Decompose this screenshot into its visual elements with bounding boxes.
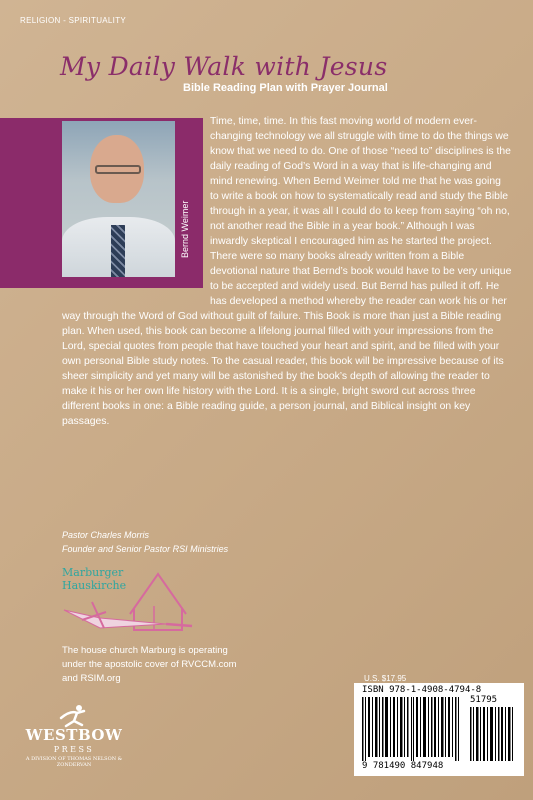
church-name-line1: Marburger — [62, 566, 124, 579]
isbn-label: ISBN 978-1-4908-4794-8 — [362, 685, 482, 695]
price: U.S. $17.95 — [364, 674, 407, 683]
barcode-addon-label: 51795 — [470, 695, 498, 705]
photo-credit: Bernd Weimer — [180, 200, 190, 258]
publisher-division: A DIVISION OF THOMAS NELSON & ZONDERVAN — [25, 756, 123, 768]
book-subtitle: Bible Reading Plan with Prayer Journal — [183, 82, 388, 94]
church-logo — [62, 566, 212, 638]
photo-wrap-spacer — [62, 114, 210, 298]
barcode-box — [354, 683, 524, 776]
publisher-press: PRESS — [53, 745, 95, 754]
runner-icon — [57, 704, 91, 728]
church-note: The house church Marburg is operating under the apostolic cover of RVCCM.com and RSIM.org — [62, 645, 237, 684]
category-label: RELIGION - SPIRITUALITY — [20, 16, 127, 25]
house-sword-icon — [62, 566, 212, 638]
publisher-logo — [14, 704, 134, 768]
signature — [62, 528, 228, 556]
publisher-name: WESTBOW — [25, 726, 123, 744]
endorsement-body: Time, time, time. In this fast moving world of modern ever-changing technology we all struggle with time to do the things we know that we need to do. One of those “need to” disciplines is the daily reading of God’s Word in a way that is life-changing and mind renewing. When Bernd Weimer told me that he was going to write a book on how to systematically read and study the Bible through in a year, it was all I could do to keep from saying “oh no, not another read the Bible in a year book.” Although I was inwardly skeptical I encouraged him as he started the project. There were so many books already written from a Bible devotional nature that Bernd’s book would have to be very unique to be accepted and widely used. But Bernd has pulled it off. He has developed a method whereby the reader can work his or her way through the Word of God without guilt of failure. This Book is more than just a Bible reading plan. When used, this book can become a lifelong journal filled with your impressions from the Lord, special quotes from people that have touched your heart and spirit, and be filled with your own personal Bible study notes. To the casual reader, this book will be impressive because of its sheer simplicity and yet many will be astonished by the book’s depth of allowing the reader to make it his or her own life history with the Lord. It is a single, bright sword cut across three different books in one: a Bible reading guide, a person journal, and Biblical insight on key passages. — [62, 116, 512, 427]
church-name-line2: Hauskirche — [62, 579, 127, 592]
barcode-digits: 9 781490 847948 — [362, 761, 444, 771]
book-title: My Daily Walk with Jesus — [60, 52, 388, 81]
signature-name: Pastor Charles Morris — [62, 530, 150, 540]
signature-role: Founder and Senior Pastor RSI Ministries — [62, 544, 229, 554]
endorsement-text — [62, 114, 512, 429]
